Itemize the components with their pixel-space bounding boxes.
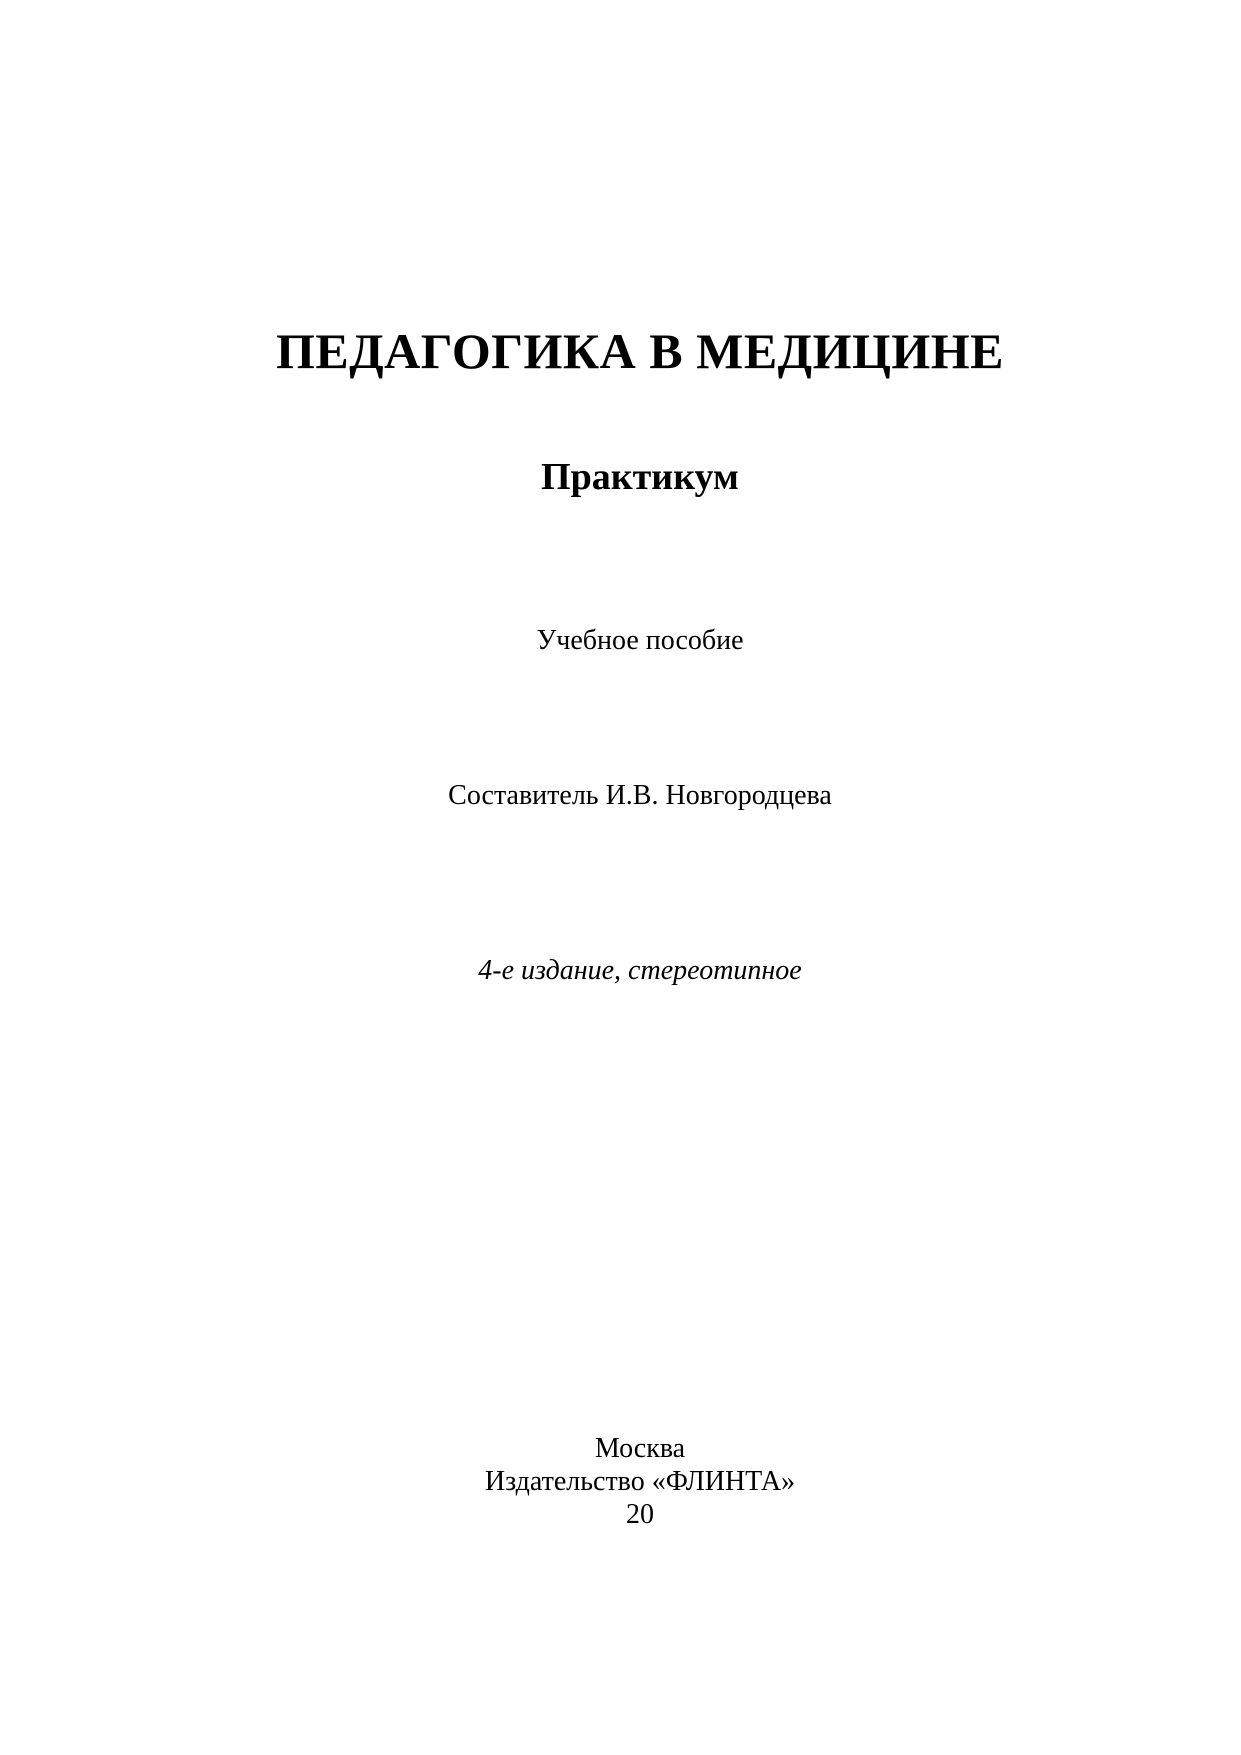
book-subtitle: Практикум (541, 456, 739, 498)
document-type: Учебное пособие (536, 625, 744, 656)
imprint-publisher: Издательство «ФЛИНТА» (484, 1466, 796, 1497)
edition-note: 4-е издание, стереотипное (478, 955, 802, 986)
compiler-credit: Составитель И.В. Новгородцева (448, 780, 832, 811)
imprint-block (0, 1432, 1241, 1531)
book-title: ПЕДАГОГИКА В МЕДИЦИНЕ (276, 323, 1004, 379)
imprint-year: 20 (626, 1499, 654, 1530)
imprint-city: Москва (594, 1433, 686, 1464)
